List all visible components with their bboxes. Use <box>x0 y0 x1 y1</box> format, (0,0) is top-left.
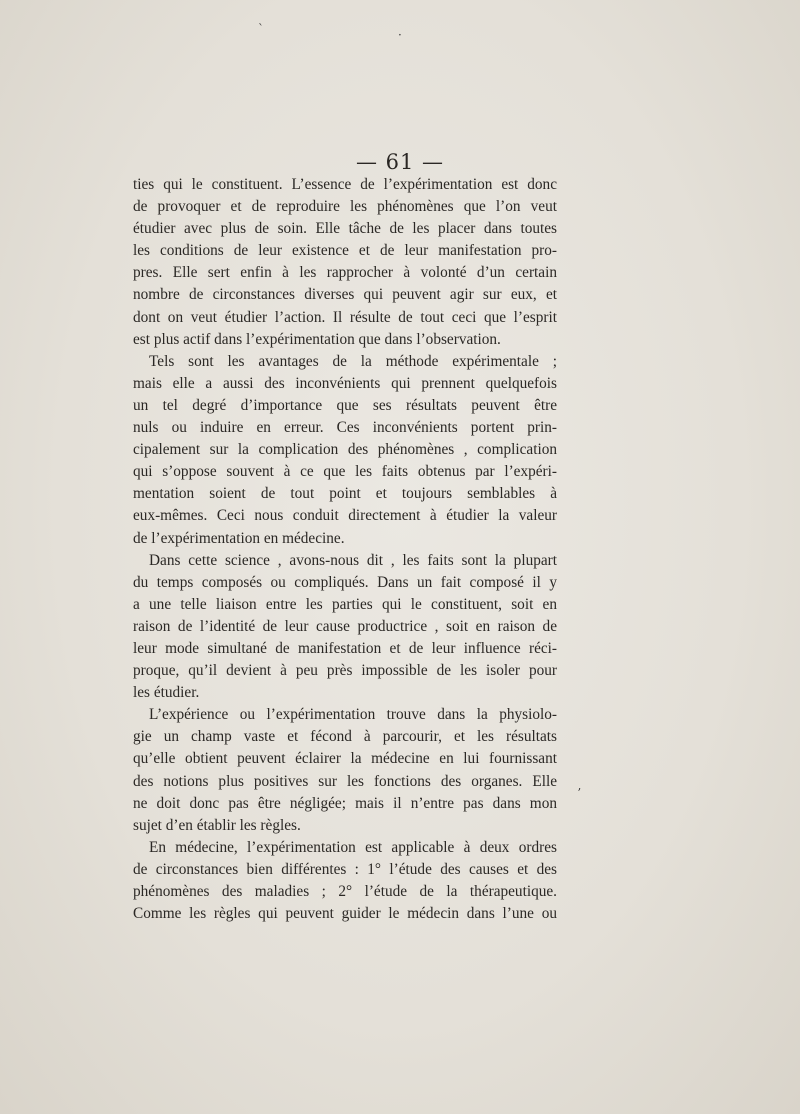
text-line: ne doit donc pas être négligée; mais il n’entre pas dans mon <box>133 794 557 812</box>
text-line: eux-mêmes. Ceci nous conduit directement à étudier la valeur <box>133 507 557 525</box>
text-line: ties qui le constituent. L’essence de l’expérimentation est donc <box>133 176 557 193</box>
paper-speck: ʼ <box>577 786 581 800</box>
text-line: qui s’oppose souvent à ce que les faits obtenus par l’expéri- <box>133 463 557 481</box>
text-line: un tel degré d’importance que ses résultats peuvent être <box>133 396 557 414</box>
text-line: a une telle liaison entre les parties qui le constituent, soit en <box>133 595 557 613</box>
page-number: — 61 — <box>355 150 445 174</box>
text-line: phénomènes des maladies ; 2° l’étude de la thérapeutique. <box>133 883 557 900</box>
text-line: étudier avec plus de soin. Elle tâche de les placer dans toutes <box>133 220 557 238</box>
text-line: mentation soient de tout point et toujours semblables à <box>133 485 557 503</box>
text-line: En médecine, l’expérimentation est applicable à deux ordres <box>149 838 557 856</box>
text-line: qu’elle obtient peuvent éclairer la médecine en lui fournissant <box>133 750 557 768</box>
text-line: proque, qu’il devient à peu près impossible de les isoler pour <box>133 662 557 680</box>
text-line: leur mode simultané de manifestation et de leur influence réci- <box>133 639 557 657</box>
text-line: L’expérience ou l’expérimentation trouve dans la physiolo- <box>149 706 557 724</box>
text-line: Dans cette science , avons-nous dit , les faits sont la plupart <box>149 551 557 569</box>
text-line: sujet d’en établir les règles. <box>133 816 301 834</box>
text-line: de circonstances bien différentes : 1° l’étude des causes et des <box>133 860 557 878</box>
text-line: des notions plus positives sur les fonctions des organes. Elle <box>133 772 557 790</box>
text-line: de provoquer et de reproduire les phénomènes que l’on veut <box>133 198 557 216</box>
text-line: Tels sont les avantages de la méthode expérimentale ; <box>149 352 557 370</box>
text-line: les étudier. <box>133 684 200 702</box>
text-line: dont on veut étudier l’action. Il résulte de tout ceci que l’esprit <box>133 308 557 326</box>
text-line: les conditions de leur existence et de leur manifestation pro- <box>133 242 557 260</box>
text-line: de l’expérimentation en médecine. <box>133 529 345 547</box>
paper-speck: · <box>398 28 402 42</box>
text-line: est plus actif dans l’expérimentation que dans l’observation. <box>133 330 501 348</box>
text-line: nombre de circonstances diverses qui peuvent agir sur eux, et <box>133 286 557 304</box>
text-line: gie un champ vaste et fécond à parcourir, et les résultats <box>133 728 557 746</box>
paper-speck: ˋ <box>258 22 264 36</box>
body-text <box>133 174 557 925</box>
text-line: cipalement sur la complication des phénomènes , complication <box>133 441 557 459</box>
text-line: du temps composés ou compliqués. Dans un fait composé il y <box>133 573 557 591</box>
text-line: nuls ou induire en erreur. Ces inconvénients portent prin- <box>133 419 557 437</box>
text-line: pres. Elle sert enfin à les rapprocher à volonté d’un certain <box>133 264 557 282</box>
text-line: Comme les règles qui peuvent guider le médecin dans l’une ou <box>133 905 557 923</box>
text-line: raison de l’identité de leur cause productrice , soit en raison de <box>133 617 557 635</box>
text-line: mais elle a aussi des inconvénients qui prennent quelquefois <box>133 374 557 392</box>
